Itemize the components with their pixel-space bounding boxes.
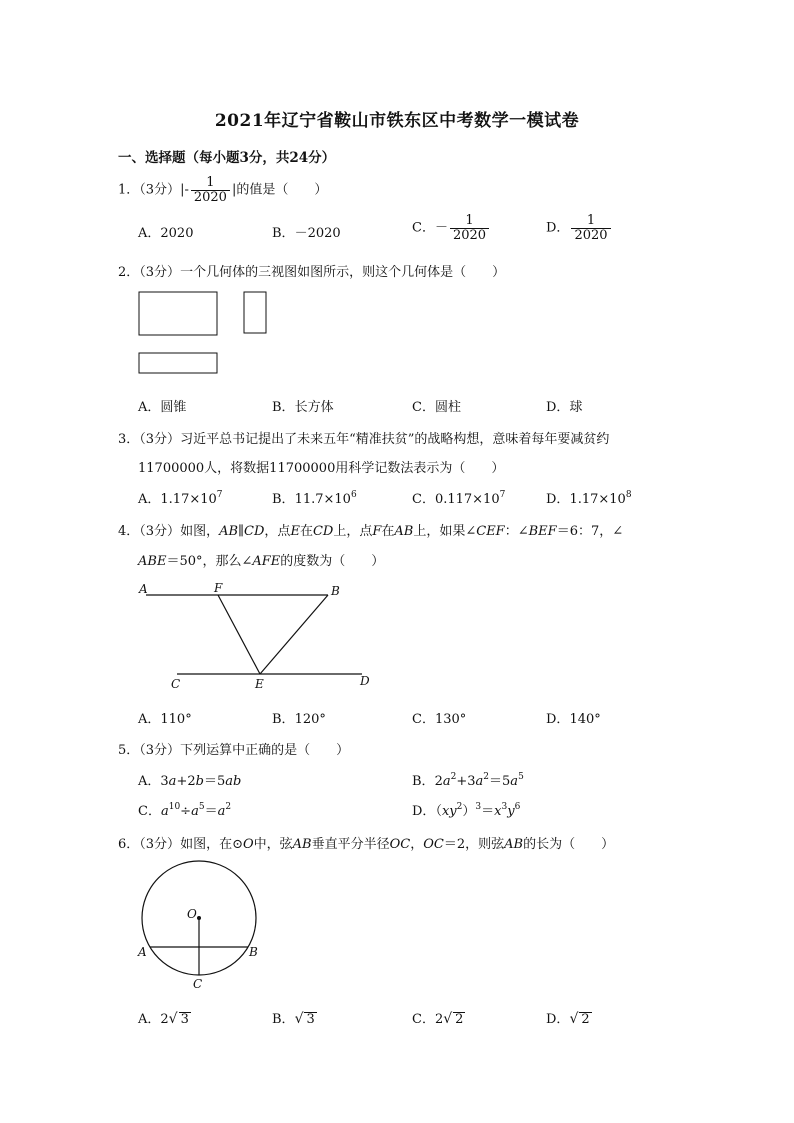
question-5 (118, 739, 349, 758)
q2-option-b[interactable] (272, 396, 334, 415)
q6-text: ， (410, 837, 424, 852)
q3-option-d[interactable] (546, 488, 632, 507)
question-3-line-1 (118, 428, 609, 447)
q3-option-a[interactable] (138, 488, 223, 507)
q1-fraction-numerator: 1 (206, 175, 215, 190)
q4-option-b[interactable] (272, 708, 326, 727)
q5-number: 5． (118, 743, 140, 758)
q1-abs-left: | (180, 182, 185, 198)
label-b: B (249, 945, 258, 959)
sqrt-symbol: √ (569, 1011, 579, 1027)
q4-var: AB (219, 524, 239, 539)
q4-text: ，点 (264, 524, 291, 539)
q6-option-b[interactable] (272, 1008, 317, 1027)
option-text: 圆柱 (434, 400, 461, 415)
expr-var: a (191, 804, 199, 819)
option-label: C． (412, 400, 435, 415)
question-1 (118, 176, 327, 204)
expr-var: a (475, 774, 484, 789)
side-view-rect (244, 292, 266, 333)
q4-var: AB (394, 524, 414, 539)
q5-option-c[interactable] (138, 800, 231, 819)
option-radicand: 3 (306, 1012, 315, 1027)
q4-text: 在 (381, 524, 395, 539)
option-label: D． (546, 1012, 570, 1027)
q6-option-d[interactable] (546, 1008, 592, 1027)
expr: +3 (456, 774, 476, 789)
q3-text-line-1: 习近平总书记提出了未来五年“精准扶贫”的战略构想，意味着每年要减贫约 (180, 432, 610, 447)
q1-tail: 的值是（ ） (236, 182, 328, 198)
q2-option-d[interactable] (546, 396, 582, 415)
q6-text: 如图，在⊙ (180, 837, 243, 852)
q3-score: （3分） (139, 432, 181, 447)
option-coefficient: 2 (160, 1012, 169, 1027)
expr-var: y (507, 804, 515, 819)
sqrt-symbol: √ (443, 1011, 453, 1027)
option-label: C． (412, 712, 435, 727)
expr-exp: 3 (501, 802, 508, 812)
expr-exp: 5 (518, 772, 524, 782)
q4-text: ：∠ (504, 524, 529, 539)
expr: 3 (160, 774, 169, 789)
option-text: 140° (569, 712, 601, 727)
expr-exp: 2 (450, 772, 457, 782)
expr: ÷ (180, 804, 192, 819)
q6-var: OC (423, 837, 444, 852)
sqrt-symbol: √ (168, 1011, 178, 1027)
option-label: D． (546, 492, 570, 507)
fraction-denominator: 2020 (571, 228, 610, 243)
option-fraction (450, 214, 489, 242)
option-label: B． (272, 1012, 295, 1027)
q2-text: 一个几何体的三视图如图所示，则这个几何体是（ ） (180, 265, 506, 280)
expr-var: xy (441, 804, 457, 819)
q4-text: 上，如果∠ (413, 524, 477, 539)
label-e: E (255, 677, 264, 691)
question-3-line-2: 11700000人，将数据11700000用科学记数法表示为（ ） (138, 461, 505, 476)
expr-exp: 6 (514, 802, 521, 812)
expr-exp: 2 (456, 802, 463, 812)
expr-var: a (510, 774, 519, 789)
circle-figure (130, 860, 270, 995)
option-exponent: 8 (625, 490, 632, 500)
expr-var: b (195, 774, 204, 789)
expr-var: a (442, 774, 451, 789)
expr: ＝5 (203, 774, 226, 789)
option-base: 0.117×10 (434, 492, 500, 507)
q4-option-c[interactable] (412, 708, 466, 727)
option-label: C． (138, 804, 161, 819)
option-label: A． (138, 712, 161, 727)
q4-text: 在 (299, 524, 313, 539)
option-label: A． (138, 400, 161, 415)
expr-exp: 5 (198, 802, 205, 812)
q1-score: （3分） (139, 182, 181, 198)
q1-option-b[interactable] (272, 222, 341, 241)
q6-score: （3分） (139, 837, 181, 852)
q5-option-b[interactable] (412, 770, 524, 789)
q4-var: F (372, 524, 382, 539)
expr: ） (462, 804, 476, 819)
label-d: D (360, 674, 370, 688)
expr-exp: 2 (483, 772, 490, 782)
q5-text: 下列运算中正确的是（ ） (180, 743, 350, 758)
section-heading: 一、选择题（每小题3分，共24分） (118, 150, 336, 166)
q4-var: BEF (528, 524, 557, 539)
sqrt-symbol: √ (294, 1011, 304, 1027)
q6-var: AB (292, 837, 312, 852)
expr: +2 (176, 774, 196, 789)
exam-title: 2021年辽宁省鞍山市铁东区中考数学一模试卷 (214, 111, 580, 131)
option-base: 1.17×10 (160, 492, 217, 507)
option-base: 11.7×10 (294, 492, 351, 507)
option-exponent: 7 (216, 490, 223, 500)
question-4-line-2 (138, 550, 384, 569)
option-label: C． (412, 220, 435, 236)
expr-var: a (217, 804, 226, 819)
q4-var: CD (244, 524, 265, 539)
q4-text: ＝6：7，∠ (556, 524, 624, 539)
expr-var: a (168, 774, 177, 789)
q4-text: 上，点 (333, 524, 373, 539)
expr: 2 (434, 774, 443, 789)
option-text: 120° (294, 712, 326, 727)
option-label: B． (272, 492, 295, 507)
option-label: D． (546, 220, 570, 236)
q6-var: O (242, 837, 254, 852)
q4-text: 如图， (180, 524, 220, 539)
option-label: A． (138, 226, 161, 241)
fraction-numerator: 1 (586, 213, 596, 228)
expr-var: ab (225, 774, 242, 789)
option-text: 110° (160, 712, 192, 727)
label-f: F (214, 581, 223, 595)
q5-option-a[interactable] (138, 770, 241, 789)
q1-number: 1． (118, 182, 140, 198)
option-label: B． (272, 712, 295, 727)
q6-var: AB (504, 837, 524, 852)
label-c: C (171, 677, 181, 691)
segment-fe (218, 595, 260, 674)
option-radicand: 2 (581, 1012, 590, 1027)
q6-var: OC (389, 837, 411, 852)
option-label: D． (546, 400, 570, 415)
front-view-rect (139, 292, 217, 335)
question-2 (118, 261, 505, 280)
option-base: 1.17×10 (569, 492, 626, 507)
q1-option-c[interactable] (412, 214, 491, 242)
q2-option-a[interactable] (138, 396, 186, 415)
q6-text: 的长为（ ） (523, 837, 615, 852)
q6-text: 垂直平分半径 (311, 837, 390, 852)
q4-var: CEF (476, 524, 505, 539)
q3-number: 3． (118, 432, 140, 447)
label-o: O (187, 907, 197, 921)
expr-exp: 2 (225, 802, 232, 812)
option-label: C． (412, 1012, 435, 1027)
option-text: 130° (434, 712, 467, 727)
label-c: C (193, 977, 203, 991)
option-label: A． (138, 1012, 161, 1027)
option-radicand: 2 (455, 1012, 464, 1027)
option-label: A． (138, 492, 161, 507)
option-label: D． (546, 712, 570, 727)
label-b: B (331, 584, 340, 598)
expr-exp: 10 (168, 802, 181, 812)
option-coefficient: 2 (434, 1012, 444, 1027)
option-label: D． (412, 804, 436, 819)
q1-minus: - (184, 182, 189, 198)
option-radicand: 3 (180, 1012, 189, 1027)
center-point (197, 916, 201, 920)
q1-option-a[interactable] (138, 222, 193, 241)
option-label: B． (272, 226, 295, 241)
expr-var: x (494, 804, 502, 819)
label-a: A (138, 945, 147, 959)
expr: （ (435, 804, 442, 819)
label-a: A (139, 582, 148, 596)
option-fraction (571, 214, 610, 242)
option-exponent: 6 (350, 490, 357, 500)
fraction-denominator: 2020 (450, 228, 489, 243)
q2-number: 2． (118, 265, 140, 280)
question-4-line-1 (118, 520, 623, 539)
q4-text: ＝50°，那么∠ (166, 554, 253, 569)
q6-number: 6． (118, 837, 140, 852)
q1-option-d[interactable] (546, 214, 613, 242)
option-label: C． (412, 492, 435, 507)
expr: ＝ (481, 804, 495, 819)
question-6 (118, 833, 614, 852)
parallel-lines-figure (130, 578, 380, 693)
q3-option-b[interactable] (272, 488, 357, 507)
option-text: 长方体 (294, 400, 334, 415)
q1-fraction (191, 176, 230, 204)
q5-option-d[interactable] (412, 800, 520, 819)
q4-var: ABE (138, 554, 167, 569)
option-text: 2020 (160, 226, 194, 241)
q3-option-c[interactable] (412, 488, 505, 507)
q1-abs-right: | (231, 182, 237, 198)
q6-text: ＝2，则弦 (443, 837, 505, 852)
q1-fraction-denominator: 2020 (191, 190, 230, 205)
q4-score: （3分） (139, 524, 181, 539)
option-label: B． (272, 400, 295, 415)
option-sign: － (434, 220, 448, 236)
option-exponent: 7 (499, 490, 506, 500)
q4-text: ∥ (238, 524, 245, 539)
q6-option-a[interactable] (138, 1008, 191, 1027)
q2-option-c[interactable] (412, 396, 461, 415)
option-label: A． (138, 774, 161, 789)
option-text: 圆锥 (160, 400, 187, 415)
q6-text: 中，弦 (253, 837, 293, 852)
expr-var: a (160, 804, 169, 819)
expr: ＝ (204, 804, 218, 819)
q4-var: AFE (252, 554, 281, 569)
q4-number: 4． (118, 524, 140, 539)
expr: ＝5 (489, 774, 511, 789)
q4-text: 的度数为（ ） (280, 554, 385, 569)
three-views-figure (130, 285, 280, 380)
q4-option-d[interactable] (546, 708, 601, 727)
option-label: B． (412, 774, 435, 789)
expr-exp: 3 (475, 802, 482, 812)
segment-be (260, 595, 328, 674)
q4-var: CD (312, 524, 334, 539)
option-text: －2020 (294, 226, 341, 241)
q6-option-c[interactable] (412, 1008, 465, 1027)
fraction-numerator: 1 (465, 213, 474, 228)
option-text: 球 (569, 400, 583, 415)
q4-option-a[interactable] (138, 708, 192, 727)
q5-score: （3分） (139, 743, 181, 758)
q2-score: （3分） (139, 265, 181, 280)
q4-var: E (290, 524, 300, 539)
top-view-rect (139, 353, 217, 373)
